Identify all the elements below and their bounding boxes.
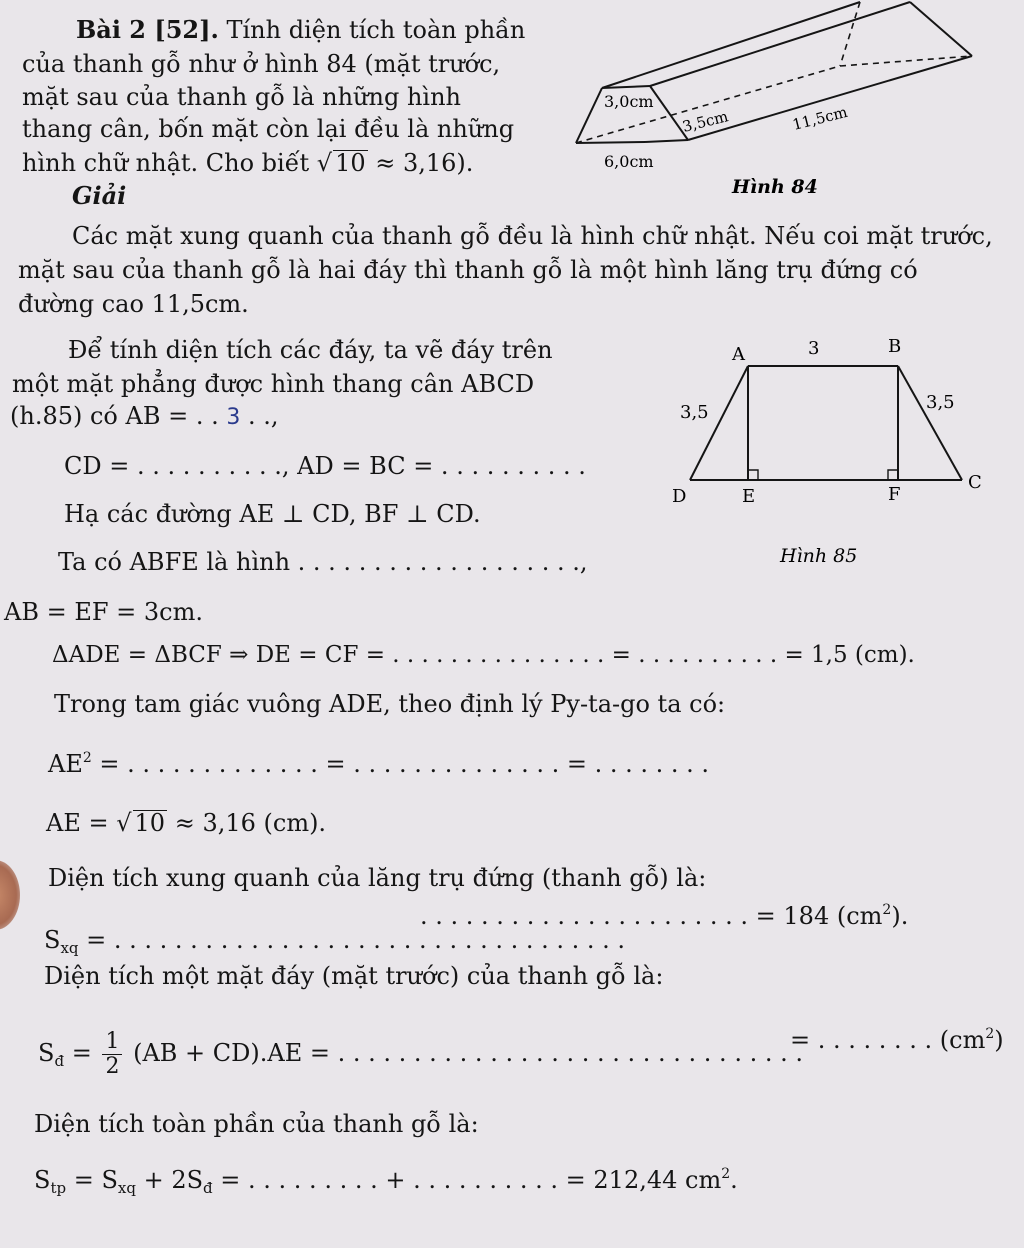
sd-title: Diện tích một mặt đáy (mặt trước) của thanh gỗ là: [44,962,664,990]
problem-line-5: hình chữ nhật. Cho biết √ 10 ≈ 3,16). [22,149,474,177]
sd-right: = . . . . . . . . $(cm^2)$ [790,1026,1004,1054]
ab-ef-line: AB = EF = 3cm. [4,598,203,626]
problem-line-2: của thanh gỗ như ở hình 84 (mặt trước, [22,50,501,78]
handwritten-answer: 3 [226,405,241,430]
vertex-C: C [968,472,982,493]
problem-title: Bài 2 [52]. [76,15,219,44]
finger-shadow [0,860,20,930]
sqrt-10-ae: 10 [134,809,166,837]
ae-squared-line: $AE^2$ = . . . . . . . . . . . . . = . . . . . . . . . . . . . . = . . . . . . . . [48,750,710,778]
para-2-line-3: (h.85) có AB = . . 3 . ., [10,402,279,430]
vertex-E: E [742,486,756,507]
para-1-line-1: Các mặt xung quanh của thanh gỗ đều là hình chữ nhật. Nếu coi mặt trước, [72,222,993,250]
cd-line: CD = . . . . . . . . . ., AD = BC = . . . . . . . . . . [64,452,586,480]
label-ab: 3 [808,338,820,359]
stp-line: $S_{tp} = S_{xq} + 2S_đ$ = . . . . . . . . . + . . . . . . . . . . = 212,44 $cm^2$. [34,1166,738,1197]
fig84-side-label: 3,5cm [680,107,731,136]
triangle-line: ΔADE = ΔBCF ⇒ DE = CF = . . . . . . . . . . . . . . . = . . . . . . . . . . = 1,5 (cm). [52,642,915,668]
vertex-F: F [888,484,901,505]
figure-85-trapezoid [660,330,1000,570]
fig84-caption: Hình 84 [732,176,818,198]
para-1-line-3: đường cao 11,5cm. [18,290,249,318]
abfe-line: Ta có ABFE là hình . . . . . . . . . . . . . . . . . . ., [58,548,588,576]
problem-line-1: Bài 2 [52]. Tính diện tích toàn phần [76,15,526,44]
sd-line: $S_đ$ = $\frac{1}{2}$ (AB + CD).AE = . . . . . . . . . . . . . . . . . . . . . . . . . . . . . . . [38,1029,803,1080]
vertex-B: B [888,336,902,357]
sxq-value: . . . . . . . . . . . . . . . . . . . . . . = 184 $(cm^2)$. [420,902,909,930]
para-2-line-1: Để tính diện tích các đáy, ta vẽ đáy trên [68,336,553,364]
fig85-caption: Hình 85 [780,545,858,567]
figure-84-prism [560,0,1000,200]
label-bc: 3,5 [926,392,955,413]
perpendicular-line: Hạ các đường AE ⊥ CD, BF ⊥ CD. [64,500,481,528]
problem-line-3: mặt sau của thanh gỗ là những hình [22,83,461,111]
fig84-length-label: 11,5cm [790,102,850,134]
ae-line: AE = √ 10 ≈ 3,16 (cm). [46,809,327,837]
fig84-bottom-label: 6,0cm [604,152,654,171]
label-ad: 3,5 [680,402,709,423]
pythagoras-line: Trong tam giác vuông ADE, theo định lý Py-ta-go ta có: [54,690,726,718]
sxq-line: $S_{xq}$ = . . . . . . . . . . . . . . . . . . . . . . . . . . . . . . . . . . [44,926,626,957]
fraction-one-half: $\frac{1}{2}$ [102,1030,122,1079]
para-2-line-2: một mặt phẳng được hình thang cân ABCD [12,370,535,398]
sqrt-10: 10 [335,149,366,177]
vertex-A: A [732,344,745,365]
problem-line-4: thang cân, bốn mặt còn lại đều là những [22,115,515,143]
para-1-line-2: mặt sau của thanh gỗ là hai đáy thì thanh gỗ là một hình lăng trụ đứng có [18,256,918,284]
vertex-D: D [672,486,687,507]
sxq-title: Diện tích xung quanh của lăng trụ đứng (thanh gỗ) là: [48,864,707,892]
stp-title: Diện tích toàn phần của thanh gỗ là: [34,1110,479,1138]
solution-heading: Giải [72,181,127,210]
fig84-top-label: 3,0cm [604,92,654,111]
